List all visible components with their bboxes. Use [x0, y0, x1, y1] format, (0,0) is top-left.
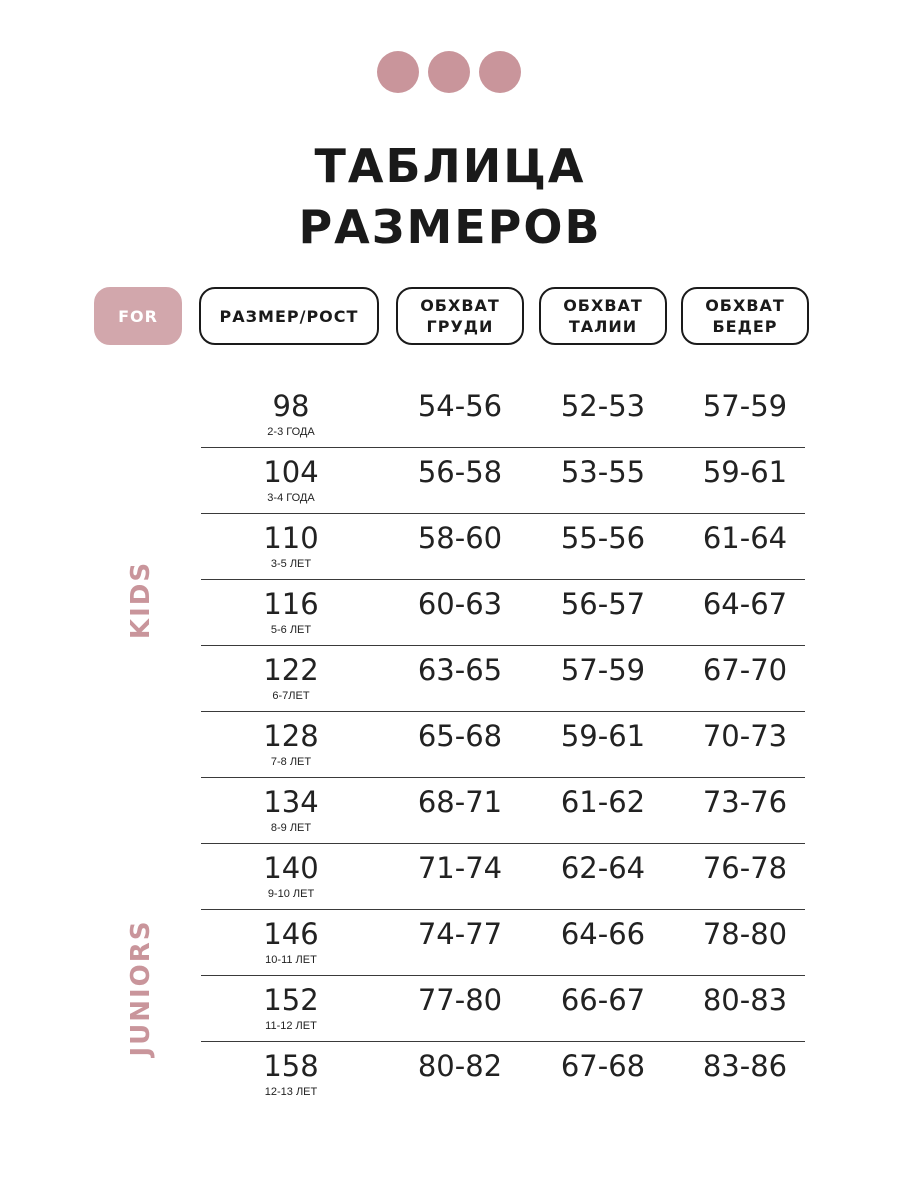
header-chest: ОБХВАТ ГРУДИ [396, 287, 524, 345]
hips-value: 70-73 [702, 719, 788, 753]
waist-value: 52-53 [560, 389, 646, 423]
table-row [201, 382, 805, 448]
size-value: 152 [263, 983, 319, 1017]
age-value: 8-9 ЛЕТ [270, 822, 312, 834]
group-label-juniors: JUNIORS [126, 919, 156, 1057]
chest-value: 54-56 [417, 389, 503, 423]
age-value: 5-6 ЛЕТ [270, 624, 312, 636]
header-hips: ОБХВАТ БЕДЕР [681, 287, 809, 345]
group-label-kids: KIDS [126, 560, 156, 640]
size-value: 146 [263, 917, 319, 951]
size-value: 128 [263, 719, 319, 753]
header-waist: ОБХВАТ ТАЛИИ [539, 287, 667, 345]
age-value: 2-3 ГОДА [267, 426, 315, 438]
size-value: 122 [263, 653, 319, 687]
age-value: 7-8 ЛЕТ [270, 756, 312, 768]
waist-value: 61-62 [560, 785, 646, 819]
hips-value: 76-78 [702, 851, 788, 885]
waist-value: 62-64 [560, 851, 646, 885]
age-value: 12-13 ЛЕТ [264, 1086, 318, 1098]
age-value: 3-5 ЛЕТ [270, 558, 312, 570]
hips-value: 59-61 [702, 455, 788, 489]
table-row [201, 778, 805, 844]
size-value: 98 [272, 389, 310, 423]
size-value: 116 [263, 587, 319, 621]
hips-value: 64-67 [702, 587, 788, 621]
size-value: 104 [263, 455, 319, 489]
dot-1 [377, 51, 419, 93]
table-row [201, 448, 805, 514]
waist-value: 55-56 [560, 521, 646, 555]
chest-value: 58-60 [417, 521, 503, 555]
table-row [201, 976, 805, 1042]
chest-value: 71-74 [417, 851, 503, 885]
header-size-height: РАЗМЕР/РОСТ [199, 287, 379, 345]
chest-value: 65-68 [417, 719, 503, 753]
chest-value: 63-65 [417, 653, 503, 687]
hips-value: 61-64 [702, 521, 788, 555]
age-value: 10-11 ЛЕТ [265, 954, 317, 966]
chest-value: 77-80 [417, 983, 503, 1017]
hips-value: 73-76 [702, 785, 788, 819]
size-value: 110 [263, 521, 319, 555]
age-value: 9-10 ЛЕТ [267, 888, 315, 900]
decorative-dots [377, 51, 521, 93]
table-row [201, 844, 805, 910]
waist-value: 64-66 [560, 917, 646, 951]
chest-value: 80-82 [417, 1049, 503, 1083]
size-table [201, 382, 805, 1108]
waist-value: 67-68 [560, 1049, 646, 1083]
hips-value: 80-83 [702, 983, 788, 1017]
hips-value: 78-80 [702, 917, 788, 951]
table-row [201, 910, 805, 976]
dot-2 [428, 51, 470, 93]
hips-value: 57-59 [702, 389, 788, 423]
table-row [201, 514, 805, 580]
waist-value: 59-61 [560, 719, 646, 753]
age-value: 3-4 ГОДА [267, 492, 315, 504]
waist-value: 56-57 [560, 587, 646, 621]
age-value: 6-7ЛЕТ [272, 690, 310, 702]
age-value: 11-12 ЛЕТ [265, 1020, 317, 1032]
chest-value: 74-77 [417, 917, 503, 951]
page-title-line2: РАЗМЕРОВ [298, 200, 602, 254]
chest-value: 56-58 [417, 455, 503, 489]
table-row [201, 646, 805, 712]
table-row [201, 580, 805, 646]
chest-value: 68-71 [417, 785, 503, 819]
size-value: 140 [263, 851, 319, 885]
hips-value: 83-86 [702, 1049, 788, 1083]
size-value: 158 [263, 1049, 319, 1083]
waist-value: 57-59 [560, 653, 646, 687]
table-row [201, 712, 805, 778]
size-value: 134 [263, 785, 319, 819]
hips-value: 67-70 [702, 653, 788, 687]
table-row [201, 1042, 805, 1108]
waist-value: 66-67 [560, 983, 646, 1017]
dot-3 [479, 51, 521, 93]
waist-value: 53-55 [560, 455, 646, 489]
chest-value: 60-63 [417, 587, 503, 621]
page-title-line1: ТАБЛИЦА [314, 139, 586, 193]
header-for: FOR [94, 287, 182, 345]
